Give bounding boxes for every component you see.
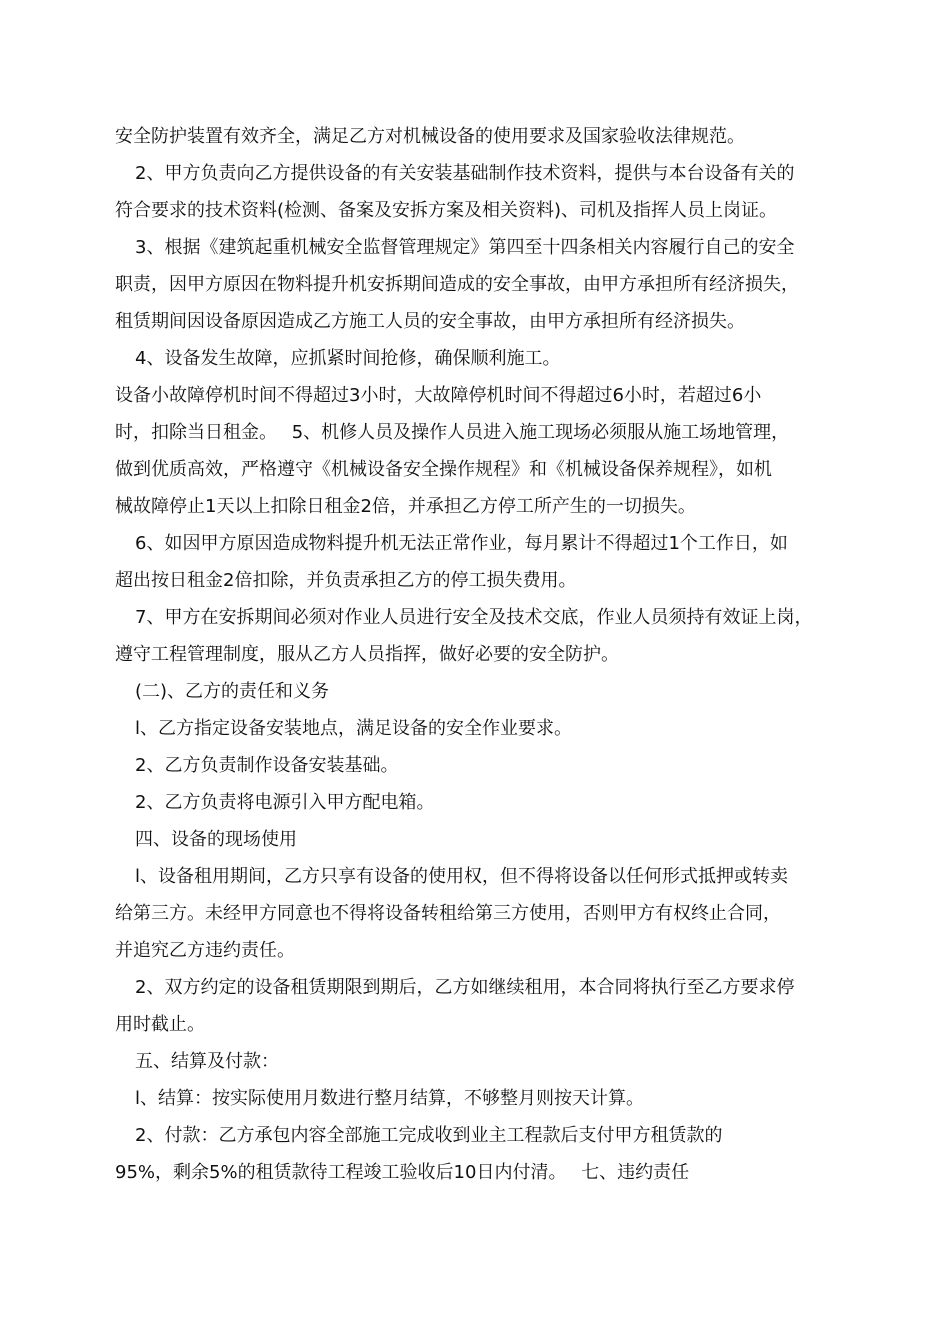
- paragraph-line: 职责，因甲方原因在物料提升机安拆期间造成的安全事故，由甲方承担所有经济损失，: [115, 274, 799, 295]
- paragraph-line: 安全防护装置有效齐全，满足乙方对机械设备的使用要求及国家验收法律规范。: [115, 126, 745, 147]
- paragraph-line: 给第三方。未经甲方同意也不得将设备转租给第三方使用，否则甲方有权终止合同，: [115, 903, 781, 924]
- paragraph-line: 械故障停止1天以上扣除日租金2倍，并承担乙方停工所产生的一切损失。: [115, 496, 696, 517]
- paragraph-line: l、乙方指定设备安装地点，满足设备的安全作业要求。: [135, 718, 572, 739]
- paragraph-line: 2、双方约定的设备租赁期限到期后，乙方如继续租用，本合同将执行至乙方要求停: [135, 977, 795, 998]
- paragraph-line: 3、根据《建筑起重机械安全监督管理规定》第四至十四条相关内容履行自己的安全: [135, 237, 795, 258]
- paragraph-line: 95%，剩余5%的租赁款待工程竣工验收后10日内付清。 七、违约责任: [115, 1162, 690, 1183]
- paragraph-line: 6、如因甲方原因造成物料提升机无法正常作业，每月累计不得超过1个工作日，如: [135, 533, 788, 554]
- paragraph-line: 2、付款：乙方承包内容全部施工完成收到业主工程款后支付甲方租赁款的: [135, 1125, 723, 1146]
- paragraph-line: 2、甲方负责向乙方提供设备的有关安装基础制作技术资料，提供与本台设备有关的: [135, 163, 795, 184]
- paragraph-line: 做到优质高效，严格遵守《机械设备安全操作规程》和《机械设备保养规程》，如机: [115, 459, 772, 480]
- paragraph-line: 4、设备发生故障，应抓紧时间抢修，确保顺利施工。: [135, 348, 561, 369]
- paragraph-line: (二)、乙方的责任和义务: [135, 681, 330, 702]
- paragraph-line: 符合要求的技术资料(检测、备案及安拆方案及相关资料)、司机及指挥人员上岗证。: [115, 200, 778, 221]
- paragraph-line: 遵守工程管理制度，服从乙方人员指挥，做好必要的安全防护。: [115, 644, 619, 665]
- document-body: [115, 118, 845, 1191]
- paragraph-line: 7、甲方在安拆期间必须对作业人员进行安全及技术交底，作业人员须持有效证上岗，: [135, 607, 813, 628]
- paragraph-line: 2、乙方负责制作设备安装基础。: [135, 755, 399, 776]
- paragraph-line: l、结算：按实际使用月数进行整月结算，不够整月则按天计算。: [135, 1088, 644, 1109]
- paragraph-line: 五、结算及付款：: [135, 1051, 279, 1072]
- paragraph-line: 时，扣除当日租金。 5、机修人员及操作人员进入施工现场必须服从施工场地管理，: [115, 422, 790, 443]
- paragraph-line: 2、乙方负责将电源引入甲方配电箱。: [135, 792, 435, 813]
- paragraph-line: 租赁期间因设备原因造成乙方施工人员的安全事故，由甲方承担所有经济损失。: [115, 311, 745, 332]
- paragraph-line: l、设备租用期间，乙方只享有设备的使用权，但不得将设备以任何形式抵押或转卖: [135, 866, 788, 887]
- paragraph-line: 用时截止。: [115, 1014, 205, 1035]
- paragraph-line: 并追究乙方违约责任。: [115, 940, 295, 961]
- paragraph-line: 超出按日租金2倍扣除，并负责承担乙方的停工损失费用。: [115, 570, 577, 591]
- paragraph-line: 设备小故障停机时间不得超过3小时，大故障停机时间不得超过6小时，若超过6小: [115, 385, 762, 406]
- paragraph-line: 四、设备的现场使用: [135, 829, 297, 850]
